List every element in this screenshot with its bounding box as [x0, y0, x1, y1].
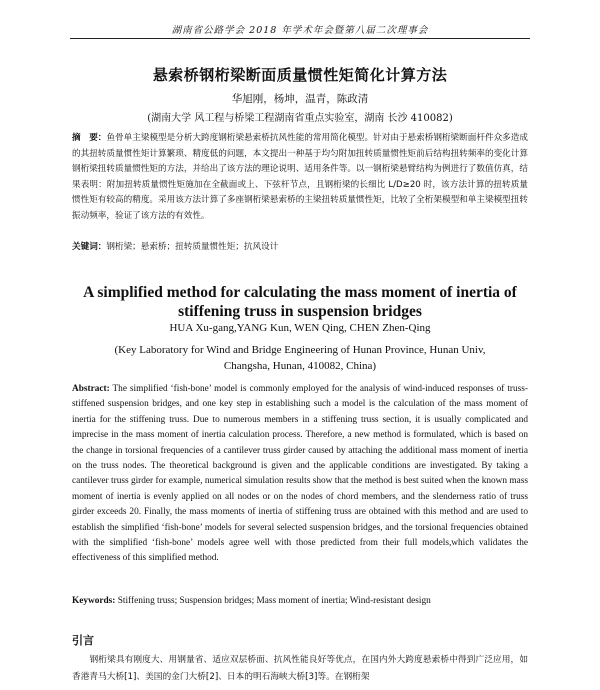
- english-keywords-label: Keywords:: [72, 596, 116, 606]
- chinese-keywords: [72, 240, 528, 252]
- intro-body: 钢桁梁具有刚度大、用钢量省、适应双层桥面、抗风性能良好等优点，在国内外大跨度悬索桥中得到广泛应用，如香港青马大桥[1]、美国的金门大桥[2]、日本的明石海峡大桥[3]等。在钢桁架: [72, 655, 528, 682]
- english-keywords-text: Stiffening truss; Suspension bridges; Mass moment of inertia; Wind-resistant design: [115, 596, 431, 606]
- english-affiliation: [0, 342, 600, 374]
- english-keywords: [72, 596, 528, 606]
- chinese-abstract-label: 摘 要：: [72, 133, 107, 143]
- english-abstract-text: The simplified ‘fish-bone’ model is commonly employed for the analysis of wind-induced responses of truss-stiffened suspension bridges, and one key step in establishing such a model is the calculation of the mass moment of inertia for the stiffening truss. Due to numerous members in a stiffening truss section, it is usually complicated and imprecise in the mass moment of inertia calculation process. Therefore, a new method is formulated, which is based on the change in torsional frequencies of a cantilever truss girder caused by attaching the additional mass moment of inertia on the truss nodes. The theoretical background is given and the applicable conditions are investigated. By taking a cantilever truss girder for example, numerical simulation results show that the method is best suited when the known mass moment of inertia is evenly applied on all nodes or on the nodes of chord members, and the slenderness ratio of truss girder exceeds 20. Finally, the mass moments of inertia of stiffening truss are obtained with this method and are used to establish the simplified ‘fish-bone’ models for several selected suspension bridges, and the torsional frequencies obtained with the simplified ‘fish-bone’ models agree well with those predicted from their full models,which validates the effectiveness of this simplified method.: [72, 384, 528, 564]
- intro-heading: 引言: [72, 634, 94, 647]
- running-head: 湖南省公路学会 2018 年学术年会暨第八届二次理事会: [171, 25, 429, 36]
- chinese-abstract: [72, 131, 528, 225]
- chinese-authors: 华旭刚，杨坤，温青，陈政清: [231, 93, 369, 105]
- english-abstract: [72, 382, 528, 567]
- english-title: [0, 283, 600, 321]
- english-title-line2: stiffening truss in suspension bridges: [178, 303, 422, 320]
- english-authors: HUA Xu-gang,YANG Kun, WEN Qing, CHEN Zhen-Qing: [169, 322, 431, 334]
- english-abstract-label: Abstract:: [72, 384, 110, 394]
- english-affiliation-line1: (Key Laboratory for Wind and Bridge Engineering of Hunan Province, Hunan Univ,: [114, 344, 486, 356]
- english-title-line1: A simplified method for calculating the mass moment of inertia of: [83, 284, 517, 301]
- chinese-abstract-text: 鱼骨单主梁模型是分析大跨度钢桁梁悬索桥抗风性能的常用简化模型。针对由于悬索桥钢桁梁断面杆件众多造成的其扭转质量惯性矩计算繁琐、精度低的问题，本文提出一种基于均匀附加扭转质量惯性矩前后结构扭转频率的变化计算钢桁梁扭转质量惯性矩的方法，并给出了该方法的理论说明、适用条件等。以一钢桁梁悬臂结构为例进行了数值仿真，结果表明：附加扭转质量惯性矩施加在全截面或上、下弦杆节点，且钢桁梁的长细比 L/D≥20 时，该方法计算的扭转质量惯性矩有较高的精度。采用该方法计算了多座钢桁梁悬索桥的主梁扭转质量惯性矩，比较了全桁架模型和单主梁模型扭转振动频率，验证了该方法的有效性。: [72, 133, 528, 221]
- header-rule: [70, 38, 530, 39]
- chinese-affiliation: (湖南大学 风工程与桥梁工程湖南省重点实验室，湖南 长沙 410082): [147, 113, 453, 124]
- chinese-keywords-text: 钢桁梁；悬索桥；扭转质量惯性矩；抗风设计: [106, 242, 279, 252]
- english-affiliation-line2: Changsha, Hunan, 410082, China): [223, 360, 377, 372]
- chinese-title: 悬索桥钢桁梁断面质量惯性矩简化计算方法: [152, 66, 448, 84]
- chinese-keywords-label: 关键词：: [72, 242, 107, 252]
